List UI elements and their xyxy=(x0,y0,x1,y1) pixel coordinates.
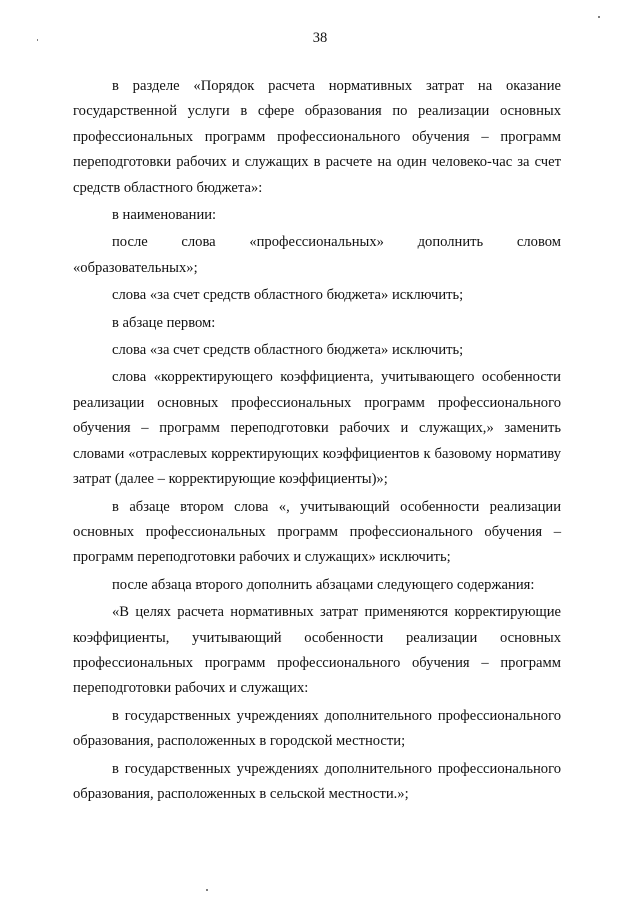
paragraph-quote-start: «В целях расчета нормативных затрат применяются корректирующие коэффициенты, учитывающий особенности реализации основных профессиональных программ профессионального обучения – программ переподготовки рабочих и служащих: xyxy=(73,604,561,697)
paragraph-exclude-words-1: слова «за счет средств областного бюджета» исключить; xyxy=(112,287,464,304)
paragraph-in-title: в наименовании: xyxy=(112,207,217,224)
scan-speck xyxy=(598,16,600,18)
paragraph-rural: в государственных учреждениях дополнительного профессионального образования, расположенных в сельской местности.»; xyxy=(73,760,561,802)
paragraph-add-word: после слова «профессиональных» дополнить словом «образовательных»; xyxy=(73,234,561,276)
paragraph-section-intro: в разделе «Порядок расчета нормативных затрат на оказание государственной услуги в сфере образования по реализации основных профессиональных программ профессионального обучения – программ переподготовки рабочих и служащих в расчете на один человеко-час за счет средств областного бюджета»: xyxy=(73,78,561,196)
paragraph-replace-words: слова «корректирующего коэффициента, учитывающего особенности реализации основных профессиональных программ профессионального обучения – программ переподготовки рабочих и служащих,» заменить словами «отраслевых корректирующих коэффициентов к базовому нормативу затрат (далее – корректирующие коэффициенты)»; xyxy=(73,369,561,488)
page-number: 38 xyxy=(312,30,328,46)
scan-speck xyxy=(206,889,208,891)
paragraph-second-abzac: в абзаце втором слова «, учитывающий особенности реализации основных профессиональных программ профессионального обучения – программ переподготовки рабочих и служащих» исключить; xyxy=(73,498,561,566)
paragraph-add-abzacs: после абзаца второго дополнить абзацами следующего содержания: xyxy=(112,576,535,593)
paragraph-urban: в государственных учреждениях дополнительного профессионального образования, расположенных в городской местности; xyxy=(73,707,561,750)
scan-speck xyxy=(37,39,38,41)
document-body xyxy=(73,74,561,807)
paragraph-exclude-words-2: слова «за счет средств областного бюджета» исключить; xyxy=(112,342,464,359)
paragraph-first-abzac: в абзаце первом: xyxy=(112,314,216,331)
